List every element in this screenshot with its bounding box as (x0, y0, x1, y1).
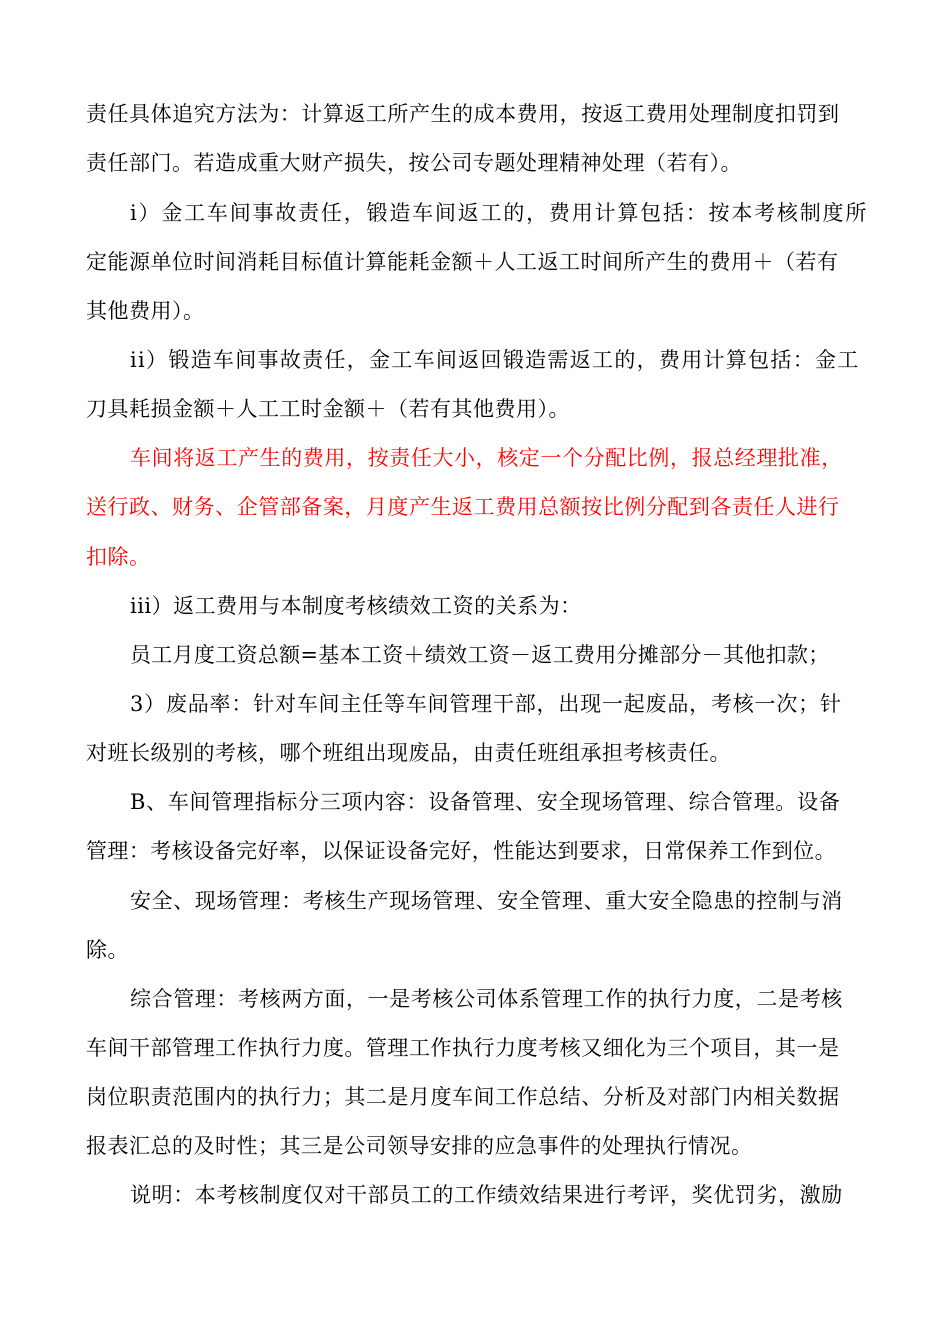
paragraph-line-13: 3）废品率：针对车间主任等车间管理干部，出现一起废品，考核一次；针 (130, 692, 842, 716)
paragraph-line-2: 责任部门。若造成重大财产损失，按公司专题处理精神处理（若有）。 (86, 151, 742, 175)
paragraph-line-11: iii）返工费用与本制度考核绩效工资的关系为： (130, 594, 582, 618)
paragraph-line-23: 说明：本考核制度仅对干部员工的工作绩效结果进行考评，奖优罚劣，激励 (130, 1183, 843, 1207)
paragraph-line-22: 报表汇总的及时性；其三是公司领导安排的应急事件的处理执行情况。 (86, 1134, 753, 1158)
paragraph-line-21: 岗位职责范围内的执行力；其二是月度车间工作总结、分析及对部门内相关数据 (86, 1085, 840, 1109)
paragraph-line-16: 管理：考核设备完好率，以保证设备完好，性能达到要求，日常保养工作到位。 (86, 839, 837, 863)
paragraph-line-17: 安全、现场管理：考核生产现场管理、安全管理、重大安全隐患的控制与消 (130, 889, 843, 913)
paragraph-line-14: 对班长级别的考核，哪个班组出现废品，由责任班组承担考核责任。 (86, 741, 731, 765)
highlighted-line-2: 送行政、财务、企管部备案，月度产生返工费用总额按比例分配到各责任人进行 (86, 495, 840, 519)
paragraph-line-4: 定能源单位时间消耗目标值计算能耗金额＋人工返工时间所产生的费用＋（若有 (86, 250, 839, 274)
highlighted-line-1: 车间将返工产生的费用，按责任大小，核定一个分配比例，报总经理批准， (130, 446, 843, 470)
salary-formula: 员工月度工资总额=基本工资＋绩效工资－返工费用分摊部分－其他扣款； (130, 643, 830, 667)
paragraph-line-20: 车间干部管理工作执行力度。管理工作执行力度考核又细化为三个项目，其一是 (86, 1036, 840, 1060)
highlighted-line-3: 扣除。 (86, 545, 151, 569)
paragraph-line-6: ii）锻造车间事故责任，金工车间返回锻造需返工的，费用计算包括：金工 (130, 348, 860, 372)
paragraph-line-1: 责任具体追究方法为：计算返工所产生的成本费用，按返工费用处理制度扣罚到 (86, 102, 840, 126)
paragraph-line-5: 其他费用）。 (86, 299, 205, 323)
paragraph-line-3: i）金工车间事故责任，锻造车间返工的，费用计算包括：按本考核制度所 (130, 201, 869, 225)
paragraph-line-15: B、车间管理指标分三项内容：设备管理、安全现场管理、综合管理。设备 (130, 790, 841, 814)
paragraph-line-7: 刀具耗损金额＋人工工时金额＋（若有其他费用）。 (86, 397, 570, 421)
paragraph-line-19: 综合管理：考核两方面，一是考核公司体系管理工作的执行力度，二是考核 (130, 987, 843, 1011)
paragraph-line-18: 除。 (86, 938, 129, 962)
